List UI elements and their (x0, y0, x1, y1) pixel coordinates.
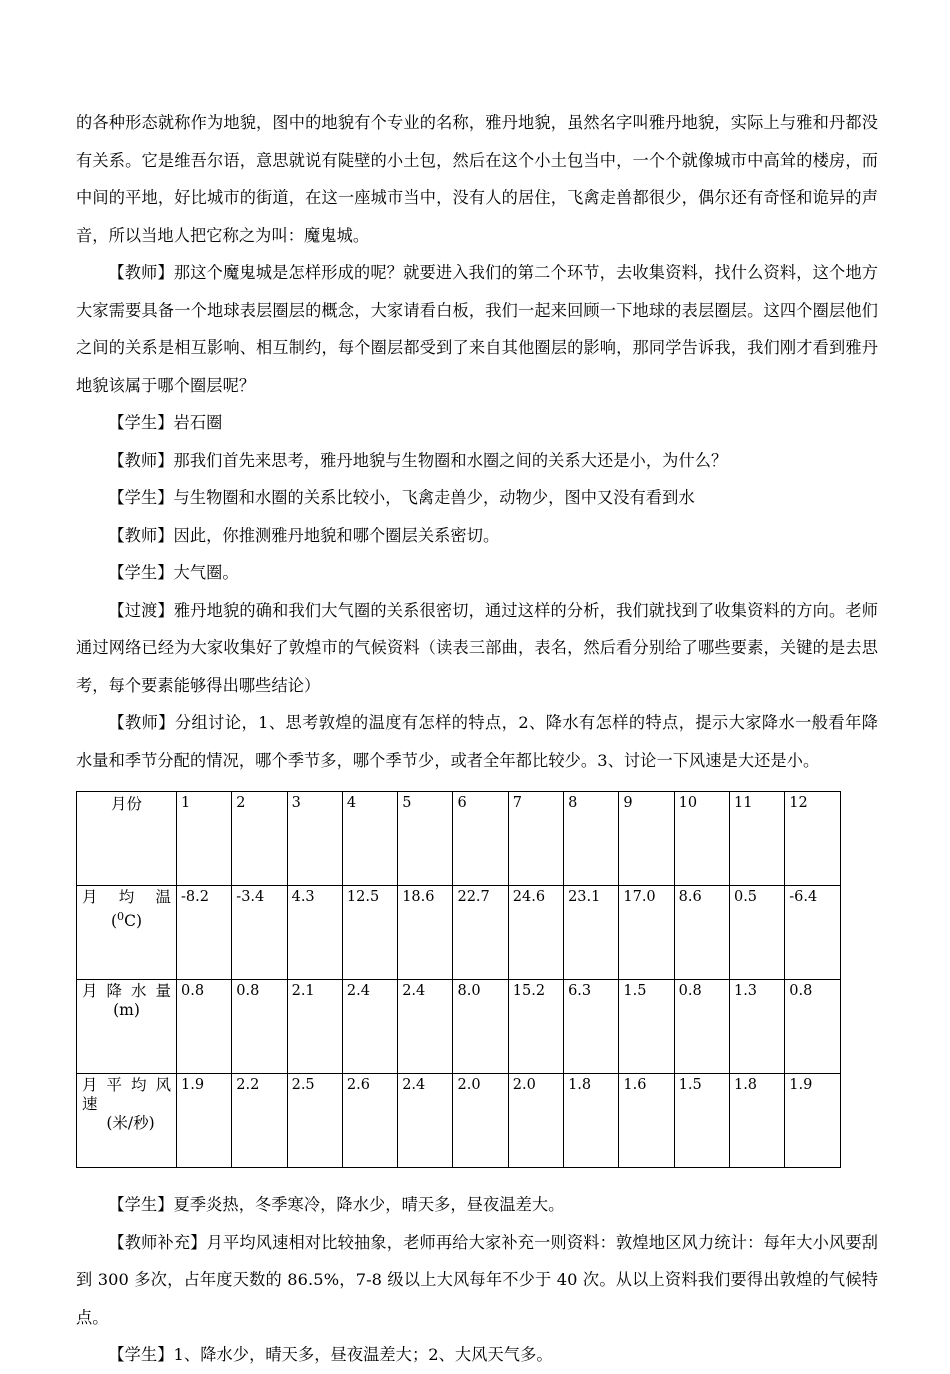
cell-value: 2.0 (457, 1077, 481, 1093)
month-value: 5 (402, 795, 412, 811)
cell-value: 2.2 (236, 1077, 260, 1093)
cell-value: 0.8 (678, 983, 702, 999)
month-value: 2 (236, 795, 246, 811)
month-value: 4 (346, 795, 357, 811)
table-header-month-3 (287, 792, 342, 886)
climate-table-container (76, 791, 878, 1168)
paragraph-p9: 【教师】分组讨论，1、思考敦煌的温度有怎样的特点，2、降水有怎样的特点，提示大家降水一般看年降水量和季节分配的情况，哪个季节多，哪个季节少，或者全年都比较少。3、讨论一下风速是大还是小。 (76, 713, 878, 770)
table-header-month-5 (398, 792, 453, 886)
degree-superscript: 0 (117, 910, 125, 923)
table-cell (232, 1074, 287, 1168)
table-cell (398, 980, 453, 1074)
table-cell (564, 980, 619, 1074)
row-label-windspeed-line2: 速 (82, 1095, 98, 1113)
cell-value: 0.8 (789, 983, 813, 999)
table-cell (785, 1074, 840, 1168)
cell-value: -6.4 (789, 889, 818, 905)
table-header-month-label (77, 792, 177, 886)
cell-value: 1.9 (789, 1077, 813, 1093)
table-cell (342, 886, 397, 980)
row-label-windspeed-main: 月 平 均 风 (82, 1076, 171, 1094)
cell-value: 4.3 (291, 889, 315, 905)
cell-value: 15.2 (512, 983, 546, 999)
paragraph-p4: 【教师】那我们首先来思考，雅丹地貌与生物圈和水圈之间的关系大还是小，为什么？ (108, 450, 728, 470)
cell-value: 17.0 (623, 889, 656, 905)
paragraph-p5: 【学生】与生物圈和水圈的关系比较小，飞禽走兽少，动物少，图中又没有看到水 (108, 488, 695, 507)
table-header-month-12 (785, 792, 840, 886)
table-cell (453, 1074, 508, 1168)
table-cell (729, 886, 784, 980)
table-header-month-10 (674, 792, 729, 886)
paragraph-p8: 【过渡】雅丹地貌的确和我们大气圈的关系很密切，通过这样的分析，我们就找到了收集资料的方向。老师通过网络已经为大家收集好了敦煌市的气候资料（读表三部曲，表名，然后看分别给了哪些要素，关键的是去思考，每个要素能够得出哪些结论） (76, 600, 878, 695)
table-cell (674, 886, 729, 980)
cell-value: 2.4 (402, 1077, 426, 1093)
table-row-header (77, 792, 841, 886)
table-cell (177, 980, 232, 1074)
row-label-temperature (77, 886, 177, 980)
table-cell (674, 1074, 729, 1168)
cell-value: 2.5 (291, 1077, 315, 1093)
table-header-month-6 (453, 792, 508, 886)
month-value: 6 (457, 795, 467, 811)
paragraph-block-top (76, 104, 878, 779)
table-header-month-1 (177, 792, 232, 886)
table-cell (619, 980, 674, 1074)
row-label-windspeed (77, 1074, 177, 1168)
table-cell (785, 980, 840, 1074)
cell-value: 23.1 (568, 889, 601, 905)
paragraph-p12: 【学生】1、降水少，晴天多，昼夜温差大；2、大风天气多。 (108, 1345, 553, 1364)
table-cell (398, 1074, 453, 1168)
table-header-month-8 (564, 792, 619, 886)
cell-value: 2.0 (512, 1077, 536, 1093)
cell-value: 2.6 (346, 1077, 370, 1093)
cell-value: 0.8 (181, 983, 205, 999)
table-cell (287, 886, 342, 980)
paragraph-p2: 【教师】那这个魔鬼城是怎样形成的呢？就要进入我们的第二个环节，去收集资料，找什么资料，这个地方大家需要具备一个地球表层圈层的概念，大家请看白板，我们一起来回顾一下地球的表层圈层。这四个圈层他们之间的关系是相互影响、相互制约，每个圈层都受到了来自其他圈层的影响，那同学告诉我，我们刚才看到雅丹地貌该属于哪个圈层呢？ (76, 263, 878, 395)
cell-value: 1.9 (181, 1077, 205, 1093)
table-header-month-7 (508, 792, 563, 886)
month-label-text: 月份 (110, 795, 142, 813)
month-value: 12 (789, 795, 808, 811)
cell-value: 1.8 (568, 1077, 592, 1093)
cell-value: 8.6 (678, 889, 702, 905)
paragraph-p10: 【学生】夏季炎热，冬季寒冷，降水少，晴天多，昼夜温差大。 (108, 1195, 565, 1214)
cell-value: -8.2 (181, 889, 209, 905)
cell-value: 6.3 (568, 983, 592, 999)
month-value: 11 (733, 795, 753, 811)
table-row-windspeed (77, 1074, 841, 1168)
month-value: 9 (623, 795, 633, 811)
table-cell (729, 980, 784, 1074)
table-header-month-9 (619, 792, 674, 886)
table-cell (232, 886, 287, 980)
table-cell (342, 1074, 397, 1168)
row-label-windspeed-unit: (米/秒) (106, 1114, 155, 1132)
paragraph-p11: 【教师补充】月平均风速相对比较抽象，老师再给大家补充一则资料：敦煌地区风力统计：每年大小风要刮到 300 多次，占年度天数的 86.5%，7-8 级以上大风每年不少于 40 次。从以上资料我们要得出敦煌的气候特点。 (76, 1232, 878, 1327)
table-header-month-4 (342, 792, 397, 886)
table-cell (453, 980, 508, 1074)
table-cell (564, 1074, 619, 1168)
row-label-precipitation (77, 980, 177, 1074)
table-cell (508, 980, 563, 1074)
row-label-temperature-main: 月 均 温 (82, 888, 171, 906)
table-row-precipitation (77, 980, 841, 1074)
month-value: 8 (568, 795, 578, 811)
table-header-month-2 (232, 792, 287, 886)
table-header-month-11 (729, 792, 784, 886)
cell-value: 1.8 (733, 1077, 758, 1093)
table-cell (453, 886, 508, 980)
table-cell (177, 886, 232, 980)
month-value: 10 (678, 795, 698, 811)
cell-value: 2.1 (291, 983, 315, 999)
table-cell (177, 1074, 232, 1168)
cell-value: 8.0 (457, 983, 481, 999)
table-cell (619, 1074, 674, 1168)
cell-value: 1.6 (623, 1077, 647, 1093)
table-cell (232, 980, 287, 1074)
row-label-precipitation-main: 月 降 水 量 (82, 982, 171, 1000)
cell-value: 18.6 (402, 889, 435, 905)
table-cell (619, 886, 674, 980)
paragraph-p1: 的各种形态就称作为地貌，图中的地貌有个专业的名称，雅丹地貌，虽然名字叫雅丹地貌，实际上与雅和丹都没有关系。它是维吾尔语，意思就说有陡壁的小土包，然后在这个小土包当中，一个个就像城市中高耸的楼房，而中间的平地，好比城市的街道，在这一座城市当中，没有人的居住，飞禽走兽都很少，偶尔还有奇怪和诡异的声音，所以当地人把它称之为叫：魔鬼城。 (76, 113, 878, 245)
row-label-temperature-unit: ($^0$C) (110, 910, 143, 931)
cell-value: 0.5 (733, 889, 758, 905)
table-cell (729, 1074, 784, 1168)
paragraph-p6: 【教师】因此，你推测雅丹地貌和哪个圈层关系密切。 (108, 525, 500, 545)
table-cell (508, 886, 563, 980)
climate-data-table (76, 791, 841, 1168)
table-cell (508, 1074, 563, 1168)
table-cell (287, 980, 342, 1074)
cell-value: 1.5 (678, 1077, 702, 1093)
table-cell (564, 886, 619, 980)
paragraph-p3: 【学生】岩石圈 (108, 413, 223, 432)
cell-value: -3.4 (236, 889, 265, 905)
table-cell (287, 1074, 342, 1168)
cell-value: 12.5 (346, 889, 380, 905)
table-cell (342, 980, 397, 1074)
cell-value: 22.7 (457, 889, 490, 905)
row-label-precipitation-unit: (m) (113, 1001, 140, 1019)
month-value: 3 (291, 795, 301, 811)
cell-value: 1.3 (733, 983, 758, 999)
paragraph-p7: 【学生】大气圈。 (108, 563, 239, 582)
cell-value: 2.4 (346, 983, 370, 999)
table-row-temperature (77, 886, 841, 980)
month-value: 1 (181, 795, 191, 811)
cell-value: 0.8 (236, 983, 260, 999)
table-cell (674, 980, 729, 1074)
paragraph-block-bottom (76, 1186, 878, 1374)
table-cell (398, 886, 453, 980)
cell-value: 2.4 (402, 983, 426, 999)
cell-value: 1.5 (623, 983, 647, 999)
cell-value: 24.6 (512, 889, 546, 905)
table-cell (785, 886, 840, 980)
month-value: 7 (512, 795, 523, 811)
